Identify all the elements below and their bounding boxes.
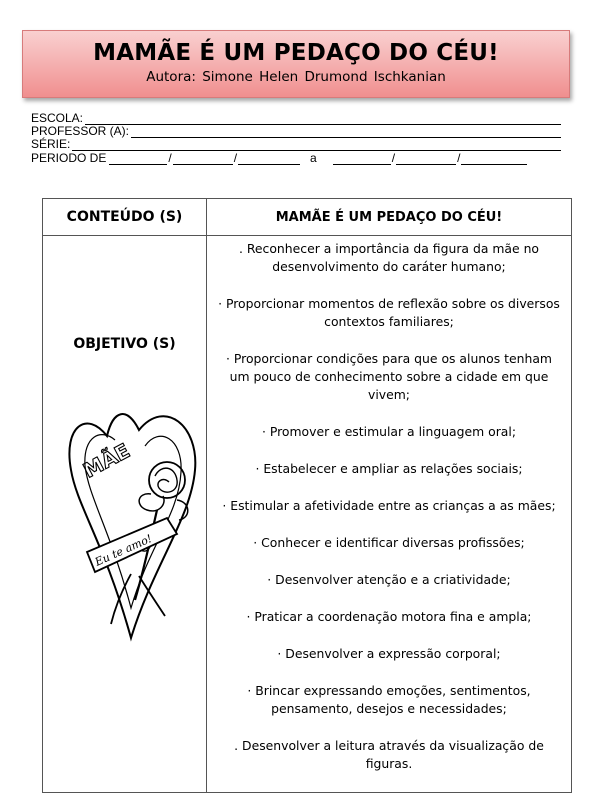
objective-item: · Conhecer e identificar diversas profissões; xyxy=(253,535,525,550)
end-month-field[interactable] xyxy=(396,154,456,165)
date-slash: / xyxy=(168,151,172,165)
serie-label: SÉRIE: xyxy=(31,137,71,151)
professor-row xyxy=(31,125,561,138)
escola-field[interactable] xyxy=(85,114,561,125)
header-form xyxy=(31,112,561,165)
objective-item: . Desenvolver a leitura através da visualização de figuras. xyxy=(234,738,544,771)
conteudo-header: CONTEÚDO (S) xyxy=(43,199,207,236)
objectives-list xyxy=(207,236,571,773)
objetivo-label: OBJETIVO (S) xyxy=(73,336,176,352)
lesson-plan-table xyxy=(42,198,572,793)
start-day-field[interactable] xyxy=(109,154,167,165)
objective-item: · Estabelecer e ampliar as relações sociais; xyxy=(255,461,523,476)
objective-item: · Proporcionar momentos de reflexão sobre os diversos contextos familiares; xyxy=(218,296,560,329)
periodo-label: PERIODO DE xyxy=(31,151,107,165)
serie-row xyxy=(31,138,561,151)
page-title: MAMÃE É UM PEDAÇO DO CÉU! xyxy=(93,40,499,66)
escola-label: ESCOLA: xyxy=(31,111,84,125)
table-header-row xyxy=(43,199,572,236)
objective-item: · Promover e estimular a linguagem oral; xyxy=(261,424,517,439)
professor-field[interactable] xyxy=(131,127,561,138)
start-year-field[interactable] xyxy=(238,154,300,165)
heart-rose-illustration xyxy=(67,396,199,646)
heart-word-mae: MÃE xyxy=(79,438,134,483)
objective-item: · Brincar expressando emoções, sentimentos, pensamento, desejos e necessidades; xyxy=(247,683,531,716)
end-year-field[interactable] xyxy=(461,154,527,165)
date-slash: / xyxy=(233,151,238,165)
objective-item: · Desenvolver a expressão corporal; xyxy=(277,646,501,661)
objective-item: . Reconhecer a importância da figura da mãe no desenvolvimento do caráter humano; xyxy=(238,241,540,274)
objective-item: · Estimular a afetividade entre as crianças a as mães; xyxy=(222,498,556,513)
end-day-field[interactable] xyxy=(333,154,391,165)
objective-item: · Proporcionar condições para que os alunos tenham um pouco de conhecimento sobre a cidade em que vivem; xyxy=(226,351,552,402)
objective-item: · Praticar a coordenação motora fina e ampla; xyxy=(246,609,532,624)
ribbon-text: Eu te amo! xyxy=(92,532,155,569)
objectives-cell xyxy=(207,236,572,793)
date-slash: / xyxy=(457,151,461,165)
professor-label: PROFESSOR (A): xyxy=(31,124,130,138)
period-a: a xyxy=(310,151,317,165)
lesson-title-header: MAMÃE É UM PEDAÇO DO CÉU! xyxy=(207,199,572,236)
objetivo-cell xyxy=(43,236,207,793)
periodo-row xyxy=(31,151,561,165)
author-line: Autora: Simone Helen Drumond Ischkanian xyxy=(146,69,446,85)
date-slash: / xyxy=(391,151,396,165)
title-banner xyxy=(22,30,570,98)
objectives-row xyxy=(43,236,572,793)
objective-item: · Desenvolver atenção e a criatividade; xyxy=(267,572,511,587)
start-month-field[interactable] xyxy=(173,154,233,165)
serie-field[interactable] xyxy=(72,140,561,151)
